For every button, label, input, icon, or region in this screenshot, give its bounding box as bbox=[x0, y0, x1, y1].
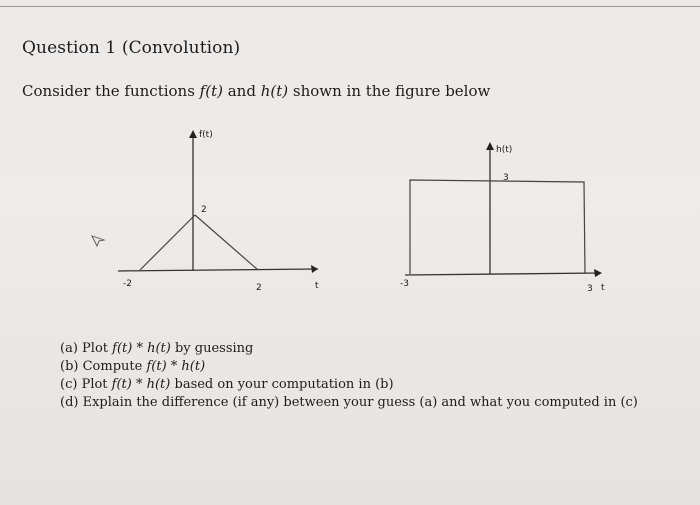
f-vertical-arrow bbox=[189, 130, 197, 138]
part-text: Plot bbox=[81, 377, 112, 392]
part-text-after: by guessing bbox=[170, 341, 254, 356]
f-ramp-up bbox=[140, 215, 195, 270]
part-text: Explain the difference (if any) between your guess (a) and what you computed in (c) bbox=[82, 395, 638, 410]
part-label: (a) bbox=[60, 341, 78, 356]
h-tick-neg: -3 bbox=[400, 279, 409, 289]
intro-suffix: shown in the figure below bbox=[288, 82, 491, 100]
part-text: Plot bbox=[82, 341, 113, 356]
question-title: Question 1 (Convolution) bbox=[22, 38, 241, 58]
h-t-axis bbox=[405, 273, 600, 275]
part-label: (c) bbox=[60, 377, 78, 392]
part-c bbox=[60, 376, 638, 394]
f-t-axis bbox=[118, 269, 318, 271]
intro-prefix: Consider the functions bbox=[22, 82, 200, 100]
h-rectangle bbox=[410, 180, 585, 274]
part-d bbox=[60, 394, 638, 412]
h-axis-label: h(t) bbox=[496, 145, 513, 155]
part-expr: f(t) * h(t) bbox=[111, 377, 171, 392]
part-text-after: based on your computation in (b) bbox=[170, 377, 394, 392]
f-symbol: f(t) bbox=[199, 82, 223, 100]
part-label: (b) bbox=[60, 359, 79, 374]
part-text: Compute bbox=[82, 359, 147, 374]
f-t-label: t bbox=[315, 281, 319, 291]
part-expr: f(t) * h(t) bbox=[112, 341, 171, 356]
f-axis-label: f(t) bbox=[199, 130, 213, 140]
f-t-arrow bbox=[311, 265, 318, 273]
f-tick-neg: -2 bbox=[123, 279, 132, 289]
part-b bbox=[60, 358, 638, 376]
f-tick-pos: 2 bbox=[256, 283, 262, 293]
part-a bbox=[60, 340, 638, 358]
cursor-icon bbox=[92, 236, 104, 246]
f-peak-label: 2 bbox=[201, 205, 207, 215]
intro-and: and bbox=[222, 82, 261, 100]
h-tick-pos: 3 bbox=[587, 284, 593, 294]
part-expr: f(t) * h(t) bbox=[146, 359, 206, 374]
h-vertical-arrow bbox=[486, 142, 494, 150]
part-label: (d) bbox=[60, 395, 79, 410]
question-parts bbox=[60, 340, 638, 412]
h-height-label: 3 bbox=[503, 173, 509, 183]
h-symbol: h(t) bbox=[260, 82, 289, 100]
h-t-label: t bbox=[601, 283, 605, 293]
h-t-arrow bbox=[594, 269, 602, 277]
f-ramp-down bbox=[195, 215, 258, 270]
